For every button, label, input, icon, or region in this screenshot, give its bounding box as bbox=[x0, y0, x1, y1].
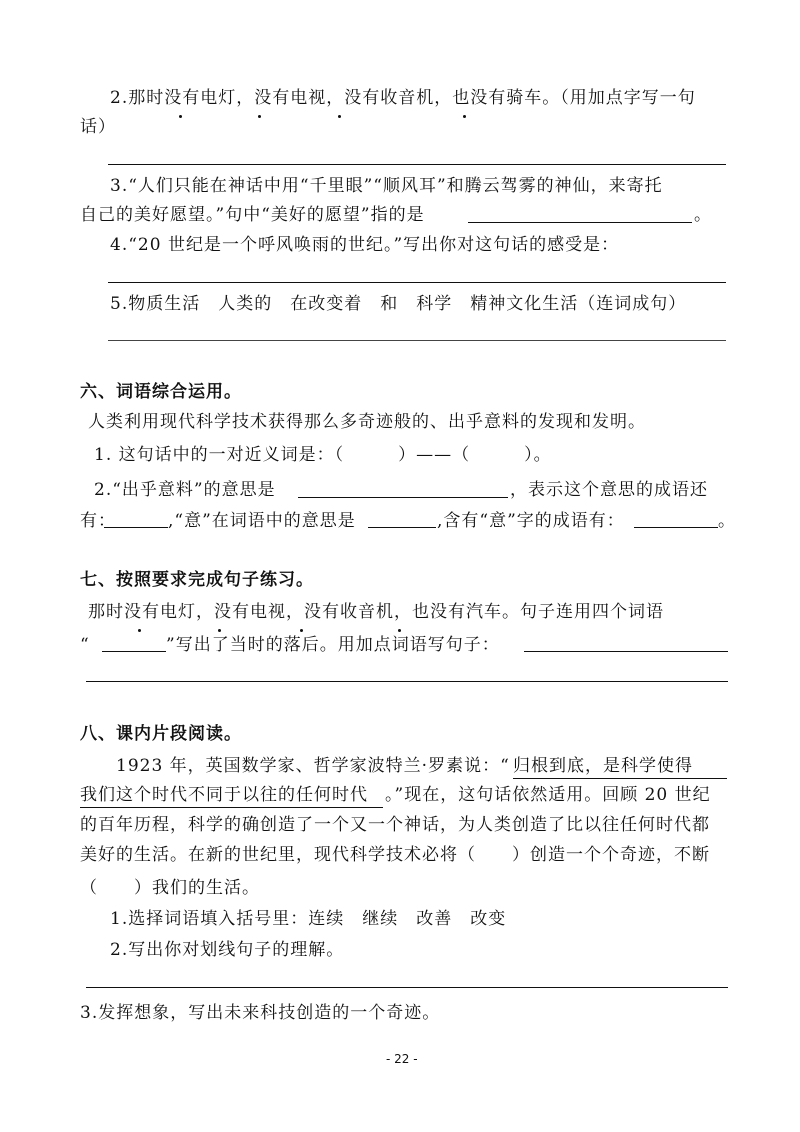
fill-blank[interactable] bbox=[298, 497, 508, 498]
question-5-2: 2.那时没有电灯，没有电视，没有收音机，也没有骑车。（用加点字写一句 bbox=[110, 88, 696, 108]
question-6-2-text: ,含有“意”字的成语有： bbox=[437, 511, 625, 531]
question-5-3: 3.“人们只能在神话中用“千里眼”“顺风耳”和腾云驾雾的神仙，来寄托 bbox=[110, 176, 663, 196]
fill-blank[interactable] bbox=[468, 222, 692, 223]
fill-blank[interactable] bbox=[368, 527, 436, 528]
period: 。 bbox=[718, 511, 736, 531]
section-heading-6: 六、词语综合运用。 bbox=[80, 382, 242, 402]
answer-line[interactable] bbox=[108, 164, 726, 165]
question-5-3-cont: 自己的美好愿望。”句中“美好的愿望”指的是 bbox=[80, 205, 425, 225]
question-6-2-text: ,“意”在词语中的意思是 bbox=[168, 511, 356, 531]
answer-line[interactable] bbox=[108, 282, 726, 283]
fill-blank[interactable] bbox=[102, 651, 166, 652]
question-6-2-text: 有： bbox=[80, 511, 116, 531]
underlined-sentence-part-2: 我们这个时代不同于以往的任何时代 bbox=[80, 785, 368, 805]
emphasis-dot bbox=[338, 115, 341, 118]
passage-line-1: 1923 年，英国数学家、哲学家波特兰·罗素说：“ bbox=[116, 756, 510, 776]
question-5-2-cont: 话） bbox=[80, 117, 116, 137]
answer-line[interactable] bbox=[86, 681, 728, 682]
section-6-sentence: 人类利用现代科学技术获得那么多奇迹般的、出乎意料的发现和发明。 bbox=[88, 412, 646, 432]
fill-blank[interactable] bbox=[104, 527, 168, 528]
underline bbox=[80, 807, 383, 808]
question-8-3: 3.发挥想象，写出未来科技创造的一个奇迹。 bbox=[80, 1003, 441, 1023]
passage-line-4: 美好的生活。在新的世纪里，现代科学技术必将（ ）创造一个个奇迹，不断 bbox=[80, 845, 710, 865]
page-number: - 22 - bbox=[386, 1052, 418, 1066]
question-6-2: 2.“出乎意料”的意思是 bbox=[94, 480, 276, 500]
passage-line-3: 的百年历程，科学的确创造了一个又一个神话，为人类创造了比以往任何时代都 bbox=[80, 815, 710, 835]
section-heading-7: 七、按照要求完成句子练习。 bbox=[80, 570, 314, 590]
period: 。 bbox=[694, 205, 712, 225]
section-7-instruction: ”写出了当时的落后。用加点词语写句子： bbox=[166, 635, 500, 655]
underlined-sentence-part-1: 归根到底，是科学使得 bbox=[513, 756, 693, 776]
emphasis-dot bbox=[138, 629, 141, 632]
question-5-5: 5.物质生活 人类的 在改变着 和 科学 精神文化生活（连词成句） bbox=[110, 294, 687, 314]
answer-line[interactable] bbox=[86, 987, 728, 988]
question-8-1: 1.选择词语填入括号里：连续 继续 改善 改变 bbox=[110, 909, 507, 929]
emphasis-dot bbox=[258, 115, 261, 118]
emphasis-dot bbox=[300, 629, 303, 632]
passage-line-2: 。”现在，这句话依然适用。回顾 20 世纪 bbox=[385, 785, 711, 805]
fill-blank[interactable] bbox=[524, 651, 728, 652]
emphasis-dot bbox=[398, 629, 401, 632]
fill-blank[interactable] bbox=[634, 527, 718, 528]
question-6-1: 1. 这句话中的一对近义词是：（ ）——（ ）。 bbox=[94, 445, 552, 465]
emphasis-dot bbox=[218, 629, 221, 632]
quote-mark: “ bbox=[80, 635, 90, 655]
underline bbox=[513, 778, 727, 779]
emphasis-dot bbox=[463, 115, 466, 118]
question-8-2: 2.写出你对划线句子的理解。 bbox=[110, 940, 345, 960]
question-6-2-text: ，表示这个意思的成语还 bbox=[510, 480, 708, 500]
section-heading-8: 八、课内片段阅读。 bbox=[80, 724, 242, 744]
passage-line-5: （ ）我们的生活。 bbox=[80, 878, 260, 898]
emphasis-dot bbox=[179, 115, 182, 118]
answer-line[interactable] bbox=[108, 340, 726, 341]
question-5-4: 4.“20 世纪是一个呼风唤雨的世纪。”写出你对这句话的感受是： bbox=[110, 235, 620, 255]
section-7-sentence: 那时没有电灯，没有电视，没有收音机，也没有汽车。句子连用四个词语 bbox=[88, 602, 664, 622]
